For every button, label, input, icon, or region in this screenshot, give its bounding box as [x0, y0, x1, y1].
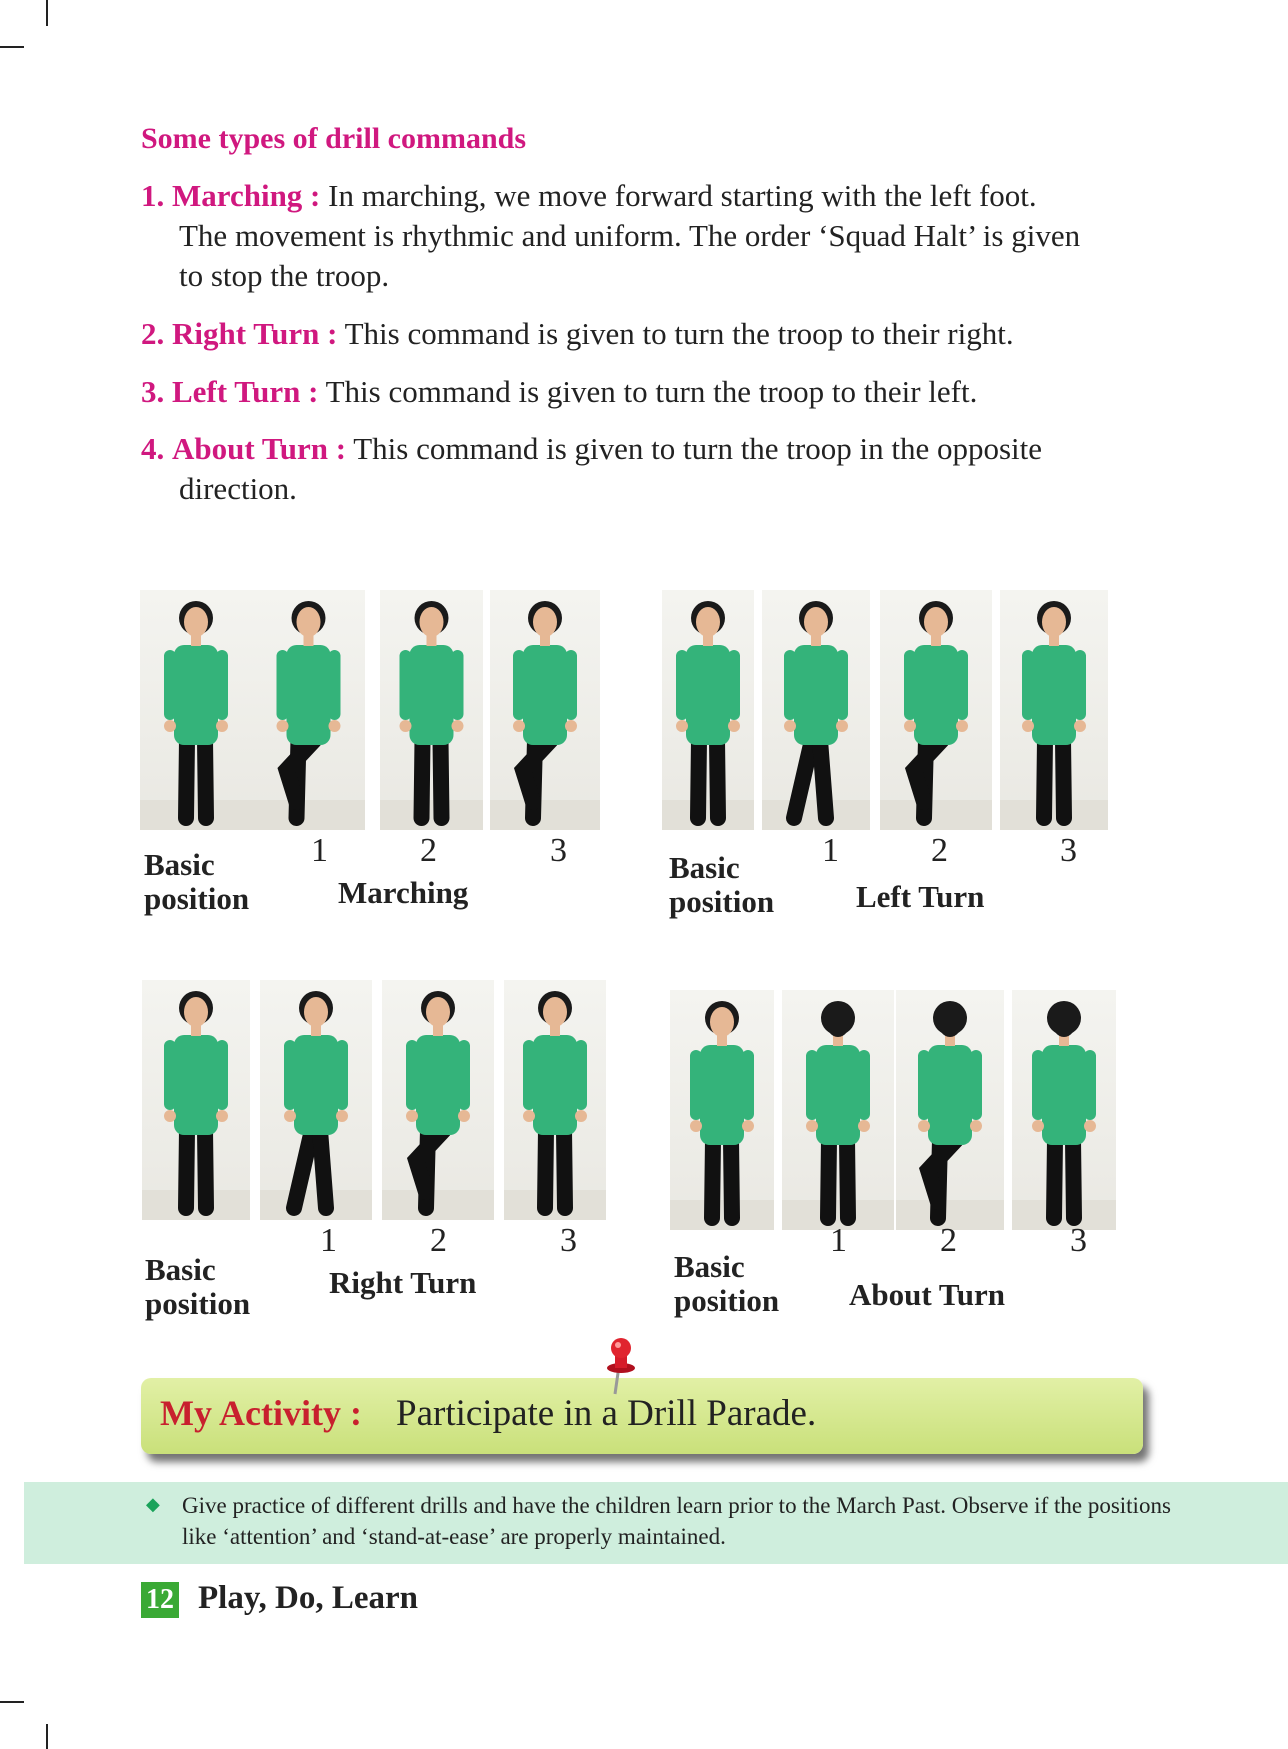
item-number: 3.	[141, 374, 165, 409]
step-number: 2	[931, 832, 948, 869]
drill-photo	[252, 590, 365, 830]
crop-mark	[46, 0, 48, 26]
item-term: Marching :	[172, 178, 321, 213]
drill-photo	[896, 990, 1004, 1230]
command-item	[141, 372, 1141, 412]
activity-text: Participate in a Drill Parade.	[396, 1393, 817, 1434]
item-number: 2.	[141, 316, 165, 351]
command-item	[141, 176, 1141, 296]
drill-photo	[670, 990, 774, 1230]
pushpin-icon	[600, 1336, 640, 1396]
diamond-bullet-icon: ◆	[146, 1494, 160, 1515]
crop-mark	[0, 1701, 24, 1703]
drill-photo	[504, 980, 606, 1220]
drill-photo	[662, 590, 754, 830]
crop-mark	[0, 46, 24, 48]
figure-title: Right Turn	[329, 1265, 477, 1300]
section-heading: Some types of drill commands	[141, 122, 526, 155]
item-number: 1.	[141, 178, 165, 213]
drill-photo	[782, 990, 894, 1230]
page-number: 12	[141, 1582, 179, 1618]
activity-box	[141, 1378, 1143, 1454]
item-text: This command is given to turn the troop to their left.	[325, 374, 978, 409]
crop-mark	[46, 1724, 48, 1749]
item-text: The movement is rhythmic and uniform. The order ‘Squad Halt’ is given	[179, 218, 1081, 253]
figure-title: About Turn	[849, 1277, 1005, 1312]
item-term: About Turn :	[172, 431, 347, 466]
figure-title: Marching	[338, 875, 469, 910]
step-number: 2	[940, 1222, 957, 1259]
step-number: 1	[830, 1222, 847, 1259]
item-number: 4.	[141, 431, 165, 466]
item-text: This command is given to turn the troop in the opposite	[353, 431, 1043, 466]
item-text: In marching, we move forward starting with the left foot.	[328, 178, 1037, 213]
drill-photo	[140, 590, 252, 830]
drill-photo	[142, 980, 250, 1220]
drill-photo	[260, 980, 372, 1220]
command-item	[141, 429, 1141, 509]
item-text: to stop the troop.	[179, 258, 390, 293]
command-item	[141, 314, 1141, 354]
step-number: 3	[550, 832, 567, 869]
item-text: direction.	[179, 471, 297, 506]
drill-photo	[762, 590, 870, 830]
item-term: Left Turn :	[172, 374, 319, 409]
drill-photo	[490, 590, 600, 830]
basic-position-caption: Basic position	[144, 847, 250, 916]
figure-title: Left Turn	[856, 879, 985, 914]
teacher-note	[24, 1482, 1288, 1564]
basic-position-caption: Basic position	[145, 1252, 251, 1321]
step-number: 1	[822, 832, 839, 869]
drill-photo	[1000, 590, 1108, 830]
step-number: 1	[311, 832, 328, 869]
drill-photo	[880, 590, 992, 830]
basic-position-caption: Basic position	[669, 850, 775, 919]
step-number: 3	[560, 1222, 577, 1259]
step-number: 3	[1070, 1222, 1087, 1259]
step-number: 1	[320, 1222, 337, 1259]
basic-position-caption: Basic position	[674, 1249, 780, 1318]
item-term: Right Turn :	[172, 316, 338, 351]
note-text: Give practice of different drills and have the children learn prior to the March Past. Observe if the positions like ‘attention’ and ‘stand-at-ease’ are properly maintained.	[182, 1493, 1171, 1549]
item-text: This command is given to turn the troop to their right.	[344, 316, 1014, 351]
drill-photo	[380, 590, 483, 830]
book-title: Play, Do, Learn	[198, 1580, 418, 1616]
activity-label: My Activity :	[160, 1393, 362, 1433]
step-number: 3	[1060, 832, 1077, 869]
drill-photo	[382, 980, 494, 1220]
step-number: 2	[420, 832, 437, 869]
step-number: 2	[430, 1222, 447, 1259]
drill-photo	[1012, 990, 1116, 1230]
